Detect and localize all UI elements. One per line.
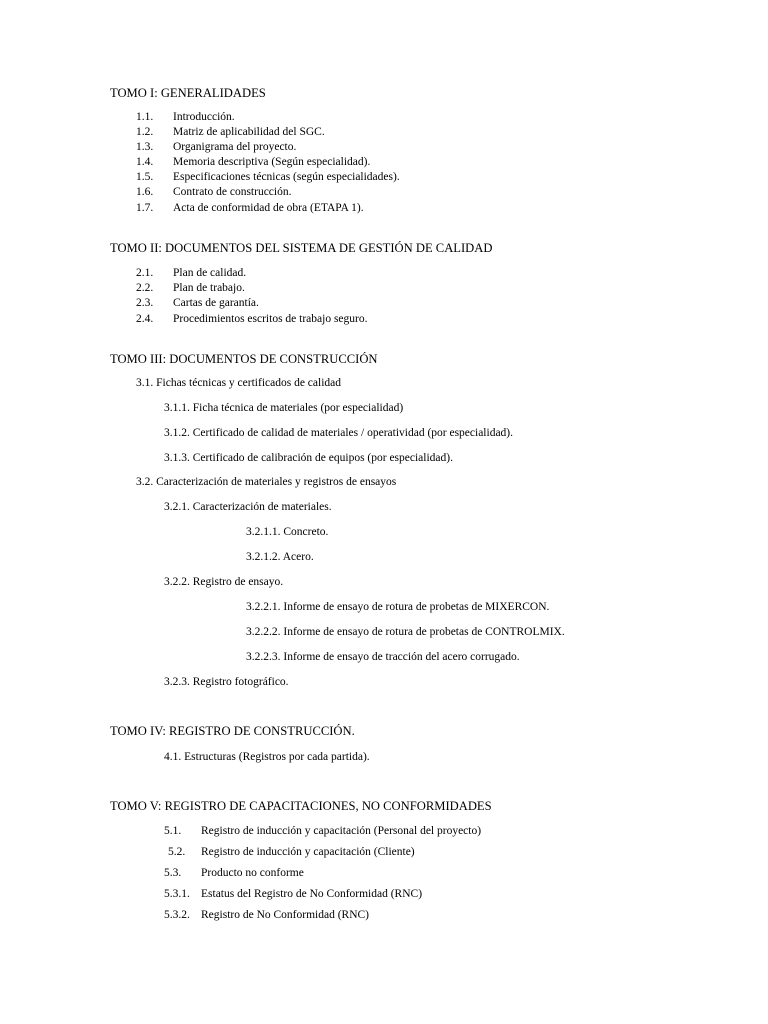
list-item-number: 5.3.1. — [164, 888, 190, 900]
list-item-text: Organigrama del proyecto. — [173, 141, 297, 153]
list-item-number: 1.5. — [136, 171, 154, 183]
list-item-number: 2.2. — [136, 282, 154, 294]
tomo-2-heading: TOMO II: DOCUMENTOS DEL SISTEMA DE GESTIÓN DE CALIDAD — [110, 241, 493, 255]
list-item-text: Plan de trabajo. — [173, 282, 245, 294]
section-3-2-2-1: 3.2.2.1. Informe de ensayo de rotura de probetas de MIXERCON. — [246, 601, 550, 613]
tomo-5-heading: TOMO V: REGISTRO DE CAPACITACIONES, NO CONFORMIDADES — [110, 799, 492, 813]
list-item-text: Matriz de aplicabilidad del SGC. — [173, 126, 325, 138]
section-3-2-1-2: 3.2.1.2. Acero. — [246, 551, 314, 563]
list-item-number: 5.3.2. — [164, 909, 190, 921]
list-item-number: 2.4. — [136, 313, 154, 325]
list-item-number: 1.1. — [136, 111, 154, 123]
tomo-1-heading: TOMO I: GENERALIDADES — [110, 86, 266, 100]
section-3-1-2: 3.1.2. Certificado de calidad de materiales / operatividad (por especialidad). — [164, 427, 514, 439]
list-item-number: 1.2. — [136, 126, 154, 138]
list-item-number: 5.2. — [168, 846, 186, 858]
list-item-text: Plan de calidad. — [173, 267, 247, 279]
list-item-number: 1.6. — [136, 186, 154, 198]
list-item-number: 5.1. — [164, 825, 182, 837]
section-3-1-1: 3.1.1. Ficha técnica de materiales (por especialidad) — [164, 402, 404, 414]
list-item-text: Registro de No Conformidad (RNC) — [201, 909, 370, 921]
section-3-2-2-3: 3.2.2.3. Informe de ensayo de tracción del acero corrugado. — [246, 651, 520, 663]
list-item-text: Producto no conforme — [201, 867, 304, 879]
section-3-2-1-1: 3.2.1.1. Concreto. — [246, 526, 329, 538]
list-item-number: 2.3. — [136, 297, 154, 309]
section-3-2: 3.2. Caracterización de materiales y registros de ensayos — [136, 476, 397, 488]
list-item-text: Especificaciones técnicas (según especialidades). — [173, 171, 400, 183]
list-item-text: Estatus del Registro de No Conformidad (RNC) — [201, 888, 423, 900]
section-3-1-3: 3.1.3. Certificado de calibración de equipos (por especialidad). — [164, 452, 453, 464]
list-item-text: Memoria descriptiva (Según especialidad). — [173, 156, 371, 168]
list-item-text: Registro de inducción y capacitación (Personal del proyecto) — [201, 825, 482, 837]
tomo-3-heading: TOMO III: DOCUMENTOS DE CONSTRUCCIÓN — [110, 352, 378, 366]
section-4-1: 4.1. Estructuras (Registros por cada partida). — [164, 751, 370, 763]
list-item-text: Cartas de garantía. — [173, 297, 259, 309]
list-item-number: 1.3. — [136, 141, 154, 153]
list-item-number: 5.3. — [164, 867, 182, 879]
section-3-2-3: 3.2.3. Registro fotográfico. — [164, 676, 289, 688]
section-3-2-1: 3.2.1. Caracterización de materiales. — [164, 501, 332, 513]
list-item-number: 2.1. — [136, 267, 154, 279]
section-3-1: 3.1. Fichas técnicas y certificados de calidad — [136, 377, 342, 389]
list-item-number: 1.4. — [136, 156, 154, 168]
list-item-text: Procedimientos escritos de trabajo seguro. — [173, 313, 368, 325]
section-3-2-2-2: 3.2.2.2. Informe de ensayo de rotura de probetas de CONTROLMIX. — [246, 626, 565, 638]
section-3-2-2: 3.2.2. Registro de ensayo. — [164, 576, 284, 588]
list-item-number: 1.7. — [136, 202, 154, 214]
list-item-text: Contrato de construcción. — [173, 186, 292, 198]
list-item-text: Introducción. — [173, 111, 235, 123]
list-item-text: Acta de conformidad de obra (ETAPA 1). — [173, 202, 364, 214]
tomo-4-heading: TOMO IV: REGISTRO DE CONSTRUCCIÓN. — [110, 724, 355, 738]
list-item-text: Registro de inducción y capacitación (Cliente) — [201, 846, 415, 858]
